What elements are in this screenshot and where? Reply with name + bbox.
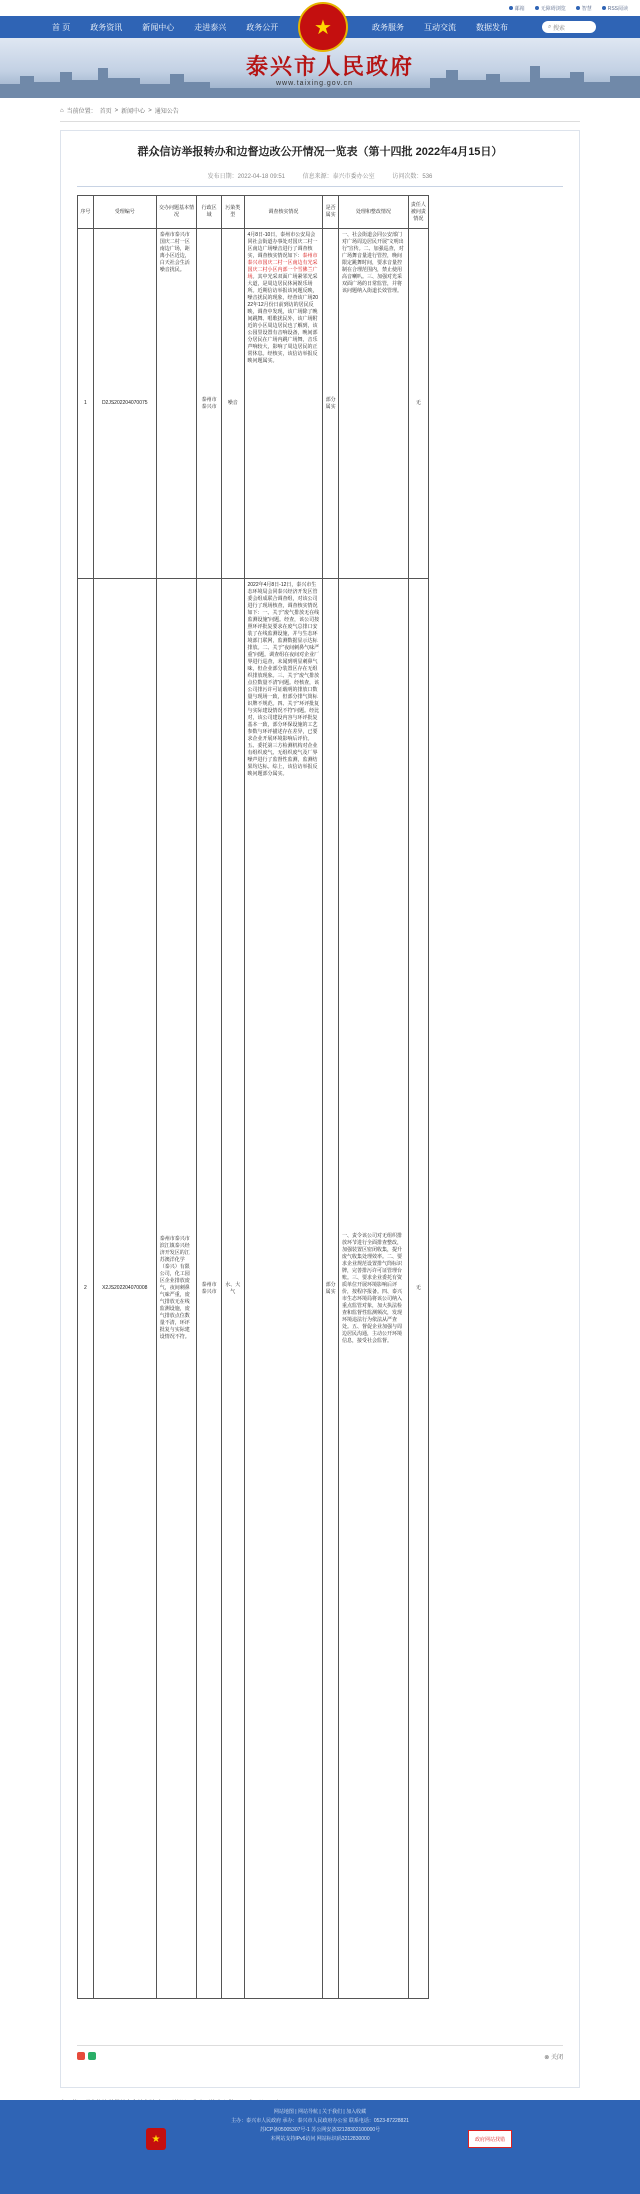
col-header-actions: 处理和整改情况 — [339, 196, 409, 229]
breadcrumb-home[interactable]: 首页 — [99, 109, 112, 115]
row-code: D2JS202204070075 — [93, 229, 156, 579]
row-true-flag: 部分属实 — [323, 229, 339, 579]
nav-interaction[interactable]: 互动交流 — [424, 22, 456, 32]
row-actions: 一、社会街道会同公安部门对广场周边居民开展“文明出行”宣传。二、加强巡查，对广场舞音量进行管控，晚间限定跳舞时间，要求音量控制在合理范围内，禁止使用高音喇叭。三、加强对光采双面广场的日常监管，并将该问题纳入街道长效管理。 — [339, 229, 409, 579]
nav-affairs-news[interactable]: 政务资讯 — [90, 22, 123, 32]
weibo-share-icon[interactable] — [77, 2052, 85, 2060]
row-pollution: 噪音 — [222, 229, 245, 579]
row-pollution: 水、大气 — [222, 579, 245, 1999]
col-header-code: 受理编号 — [93, 196, 156, 229]
search-icon: ⌕ — [548, 23, 552, 30]
nav-news-center[interactable]: 新闻中心 — [142, 22, 175, 32]
col-header-no: 序号 — [78, 196, 94, 229]
view-count: 访问次数：536 — [392, 174, 433, 180]
col-header-accountability: 责任人被问责情况 — [408, 196, 428, 229]
error-report-badge[interactable]: 政府网站找错 — [468, 2130, 512, 2148]
row-actions: 一、责令该公司对无组织排放环节进行全面排查整改，加强装置区密闭收集，提升废气收集处理效率。二、要求企业规范设置排气筒标识牌，完善排污许可证管理台账。三、要求企业委托有资质单位开展环境影响后评价，按程序报备。四、泰兴市生态环境局将该公司纳入重点监管对象，加大执法检查和监督性监测频次，发现环境违法行为依法从严查处。五、督促企业加强与周边居民沟通，主动公开环境信息，接受社会监督。 — [339, 579, 409, 1999]
highlighted-text: 泰州市泰兴市国庆二村一区南边有光采国庆二村小区内部一个雪佛兰广场 — [247, 253, 318, 280]
nav-right-group — [362, 22, 518, 33]
nav-open-government[interactable]: 政务公开 — [246, 22, 279, 32]
breadcrumb-prefix: 当前位置： — [66, 109, 97, 115]
row-no: 1 — [78, 229, 94, 579]
breadcrumb-news-center[interactable]: 新闻中心 — [121, 109, 146, 115]
col-header-pollution: 污染类型 — [222, 196, 245, 229]
row-accountability: 无 — [408, 229, 428, 579]
article-container — [60, 130, 580, 2088]
national-emblem-icon: ★ — [298, 2, 348, 52]
search-input[interactable]: ⌕ 搜索 — [542, 21, 596, 33]
col-header-region: 行政区域 — [197, 196, 222, 229]
nav-home[interactable]: 首 页 — [52, 22, 71, 32]
share-icons — [77, 2052, 96, 2061]
table-row — [78, 579, 429, 1999]
rss-icon — [602, 6, 606, 10]
site-footer — [0, 2100, 640, 2194]
share-bar — [77, 2045, 563, 2061]
article-meta — [77, 171, 563, 187]
main-nav — [0, 16, 640, 38]
row-region: 泰州市 泰兴市 — [197, 229, 222, 579]
nav-services[interactable]: 政务服务 — [372, 22, 404, 32]
col-header-findings: 调查核实情况 — [244, 196, 323, 229]
row-true-flag: 部分属实 — [323, 579, 339, 1999]
smart-icon — [576, 6, 580, 10]
complaints-table — [77, 195, 429, 1999]
row-region: 泰州市 泰兴市 — [197, 579, 222, 1999]
row-accountability: 无 — [408, 579, 428, 1999]
publish-date: 发布日期：2022-04-18 09:51 — [207, 174, 285, 180]
nav-data-release[interactable]: 数据发布 — [476, 22, 508, 32]
site-url: www.taixing.gov.cn — [276, 80, 354, 87]
article-title: 群众信访举报转办和边督边改公开情况一览表（第十四批 2022年4月15日） — [137, 146, 503, 158]
footer-ipv6: 本网站支持IPv6访问 网站标识码3212830000 — [270, 2136, 370, 2142]
close-button[interactable]: ⊗ 关闭 — [544, 2055, 563, 2061]
topbar-link-mail[interactable]: 邮箱 — [509, 5, 525, 12]
breadcrumb-notice[interactable]: 通知公告 — [154, 109, 179, 115]
topbar-link-accessibility[interactable]: 无障碍浏览 — [535, 5, 566, 12]
nav-about-taixing[interactable]: 走进泰兴 — [194, 22, 227, 32]
party-government-badge-icon[interactable]: ★ — [146, 2128, 166, 2150]
site-title: 泰兴市人民政府 — [246, 54, 415, 79]
col-header-issue: 交办问题基本情况 — [156, 196, 197, 229]
footer-sponsor: 主办：泰兴市人民政府 承办：泰兴市人民政府办公室 联系电话：0523-87228821 — [231, 2118, 409, 2124]
table-row — [78, 229, 429, 579]
wechat-share-icon[interactable] — [88, 2052, 96, 2060]
topbar-link-rss[interactable]: RSS阅读 — [602, 5, 628, 12]
home-icon: ⌂ — [60, 107, 64, 114]
row-findings: 2022年4月8日-12日，泰兴市生态环境局会同泰兴经济开发区管委会组成联合调查组，对该公司进行了现场核查，调查核实情况如下：一、关于“废气排放无在线监测设施”问题。经查，该公司按照环评批复要求在废气总排口安装了在线监测设施，并与生态环境部门联网，监测数据显示达标排放。二、关于“夜间刺鼻气味严重”问题。调查组在夜间对企业厂界进行巡查，未闻到明显刺鼻气味，但企业部分装置区存在无组织排放现象。三、关于“废气排放点位数量不清”问题。经核查，该公司排污许可证载明的排放口数量与现场一致，但部分排气筒标识牌不规范。四、关于“环评批复与实际建设情况不符”问题。经比对，该公司建设内容与环评批复基本一致，部分环保设施的工艺参数与环评描述存在差异，已要求企业开展环境影响后评价。五、委托第三方检测机构对企业有组织废气、无组织废气及厂界噪声进行了监督性监测，监测结果均达标。综上，该信访举报反映问题部分属实。 — [244, 579, 323, 1999]
mail-icon — [509, 6, 513, 10]
info-source: 信息来源：泰兴市委办公室 — [302, 174, 375, 180]
row-issue: 泰州市泰兴市滨江镇泰兴经济开发区的江苏澳洋化学（泰兴）有限公司，化工园区企业排放废气，夜间刺鼻气味严重，废气排放无在线监测设施，废气排放点位数量不清，环评批复与实际建设情况不符。 — [156, 579, 197, 1999]
topbar-link-smart[interactable]: 智慧 — [576, 5, 592, 12]
nav-left-group — [42, 22, 288, 33]
breadcrumb: ⌂ 当前位置： 首页 > 新闻中心 > 通知公告 — [60, 106, 580, 122]
row-code: X2JS202204070008 — [93, 579, 156, 1999]
footer-icp: 苏ICP备05005307号-1 苏公网安备32128302100000号 — [259, 2127, 381, 2133]
footer-links[interactable]: 网站地图 | 网站导航 | 关于我们 | 加入收藏 — [273, 2109, 367, 2115]
row-findings: 4月8日-10日，泰州市公安局会同社会街道办事处对国庆二村一区南边广场噪音进行了调查核实，调查核实情况如下：泰州市泰兴市国庆二村一区南边有光采国庆二村小区内部一个雪佛兰广场。其中光采双面广场紧邻光采大道，是周边居民休闲娱乐场所。近期信访举报该问题反映，噪音扰民的现象，经查该广场2022年12月份日前到访的居民反映，调查中发现，该广场除了晚间跳舞、唱歌扰民外，该广场附近的小区周边居民也了解到，该公园里设置有音响设备，晚间部分居民在广场内跳广场舞，音乐声响较大，影响了周边居民的正常休息。经核实，该信访举报反映问题属实。 — [244, 229, 323, 579]
col-header-true: 是否属实 — [323, 196, 339, 229]
row-no: 2 — [78, 579, 94, 1999]
table-header-row — [78, 196, 429, 229]
accessibility-icon — [535, 6, 539, 10]
row-issue: 泰州市泰兴市国庆二村一区南边广场，距离小区近边，白天社会生活噪音扰民。 — [156, 229, 197, 579]
